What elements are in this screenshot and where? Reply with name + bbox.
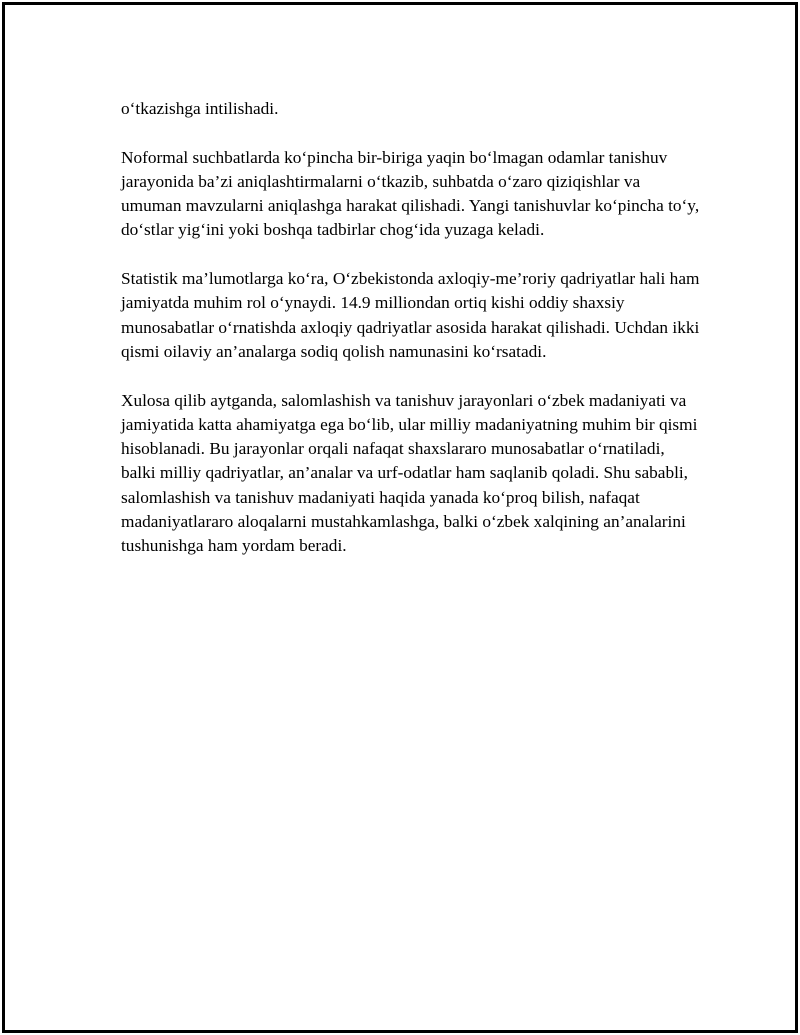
page-frame	[2, 2, 798, 1033]
paragraph-statistics: Statistik ma’lumotlarga ko‘ra, O‘zbekistonda axloqiy-me’roriy qadriyatlar hali ham jamiyatda muhim rol o‘ynaydi. 14.9 milliondan ortiq kishi oddiy shaxsiy munosabatlar o‘rnatishda axloqiy qadriyatlar asosida harakat qilishadi. Uchdan ikki qismi oilaviy an’analarga sodiq qolish namunasini ko‘rsatadi.	[121, 269, 700, 361]
paragraph-continuation: o‘tkazishga intilishadi.	[121, 99, 279, 118]
paragraph-informal-conversations: Noformal suchbatlarda ko‘pincha bir-biriga yaqin bo‘lmagan odamlar tanishuv jarayonida ba’zi aniqlashtirmalarni o‘tkazib, suhbatda o‘zaro qiziqishlar va umuman mavzularni aniqlashga harakat qilishadi. Yangi tanishuvlar ko‘pincha to‘y, do‘stlar yig‘ini yoki boshqa tadbirlar chog‘ida yuzaga keladi.	[121, 147, 700, 240]
document-body	[121, 97, 701, 583]
paragraph-conclusion: Xulosa qilib aytganda, salomlashish va tanishuv jarayonlari o‘zbek madaniyati va jamiyatida katta ahamiyatga ega bo‘lib, ular milliy madaniyatning muhim bir qismi hisoblanadi. Bu jarayonlar orqali nafaqat shaxslararo munosabatlar o‘rnatiladi, balki milliy qadriyatlar, an’analar va urf-odatlar ham saqlanib qoladi. Shu sababli, salomlashish va tanishuv madaniyati haqida yanada ko‘proq bilish, nafaqat madaniyatlararo aloqalarni mustahkamlashga, balki o‘zbek xalqining an’analarini tushunishga ham yordam beradi.	[121, 390, 698, 556]
